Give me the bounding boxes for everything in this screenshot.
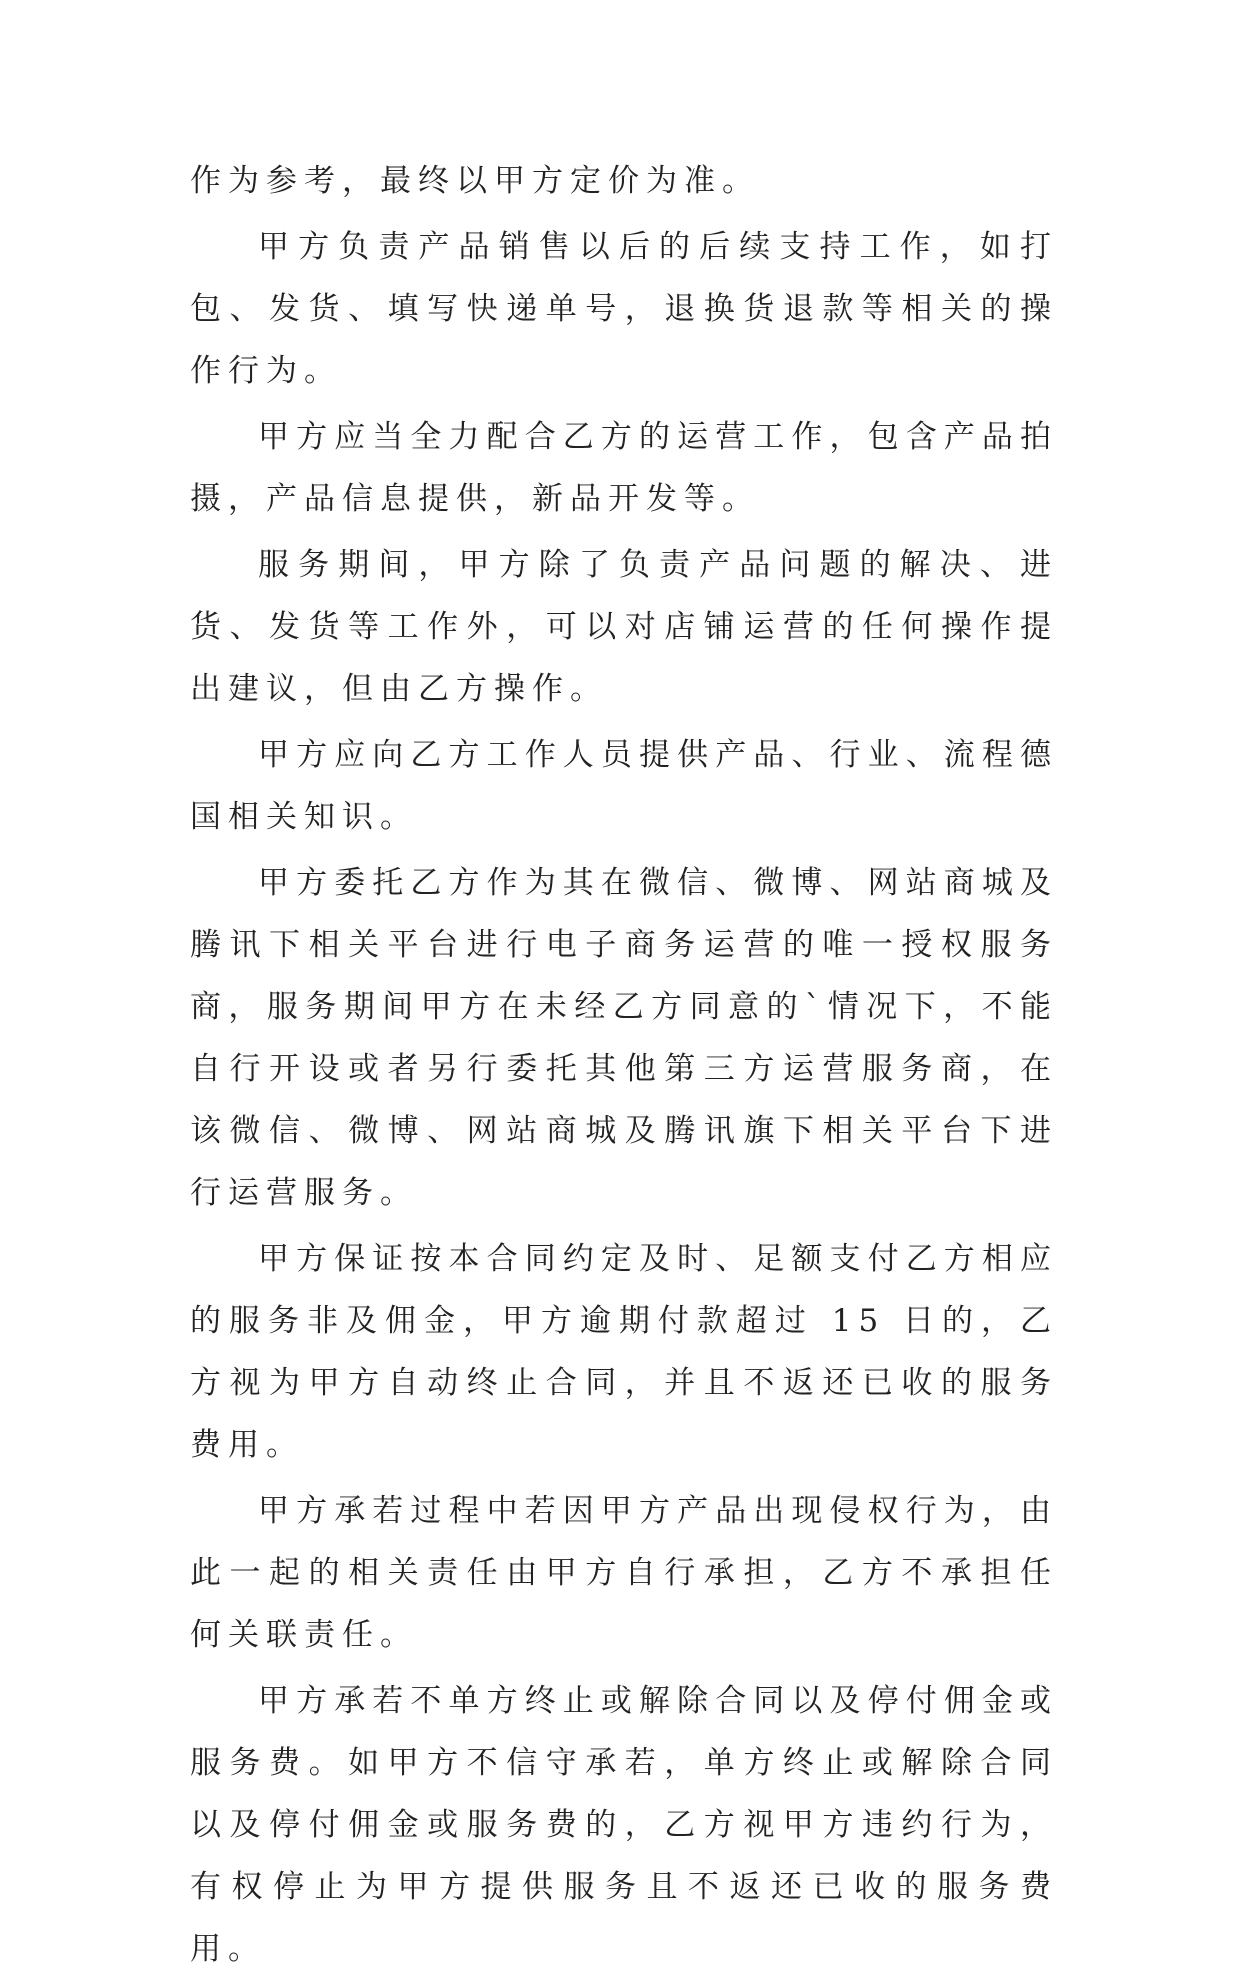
paragraph: 甲方负责产品销售以后的后续支持工作，如打包、发货、填写快递单号，退换货退款等相关的操作行为。 xyxy=(190,229,1058,389)
paragraph: 甲方委托乙方作为其在微信、微博、网站商城及腾讯下相关平台进行电子商务运营的唯一授权服务商，服务期间甲方在未经乙方同意的`情况下，不能自行开设或者另行委托其他第三方运营服务商，在该微信、微博、网站商城及腾讯旗下相关平台下进行运营服务。 xyxy=(190,865,1058,1211)
paragraph: 甲方保证按本合同约定及时、足额支付乙方相应的服务非及佣金，甲方逾期付款超过 15 日的，乙方视为甲方自动终止合同，并且不返还已收的服务费用。 xyxy=(190,1241,1058,1463)
document-body xyxy=(190,150,1058,1984)
paragraph: 甲方应当全力配合乙方的运营工作，包含产品拍摄，产品信息提供，新品开发等。 xyxy=(190,419,1058,517)
paragraph: 甲方承若不单方终止或解除合同以及停付佣金或服务费。如甲方不信守承若，单方终止或解除合同以及停付佣金或服务费的，乙方视甲方违约行为，有权停止为甲方提供服务且不返还已收的服务费用。 xyxy=(190,1683,1058,1967)
paragraph: 作为参考，最终以甲方定价为准。 xyxy=(190,163,760,199)
paragraph: 甲方应向乙方工作人员提供产品、行业、流程德国相关知识。 xyxy=(190,737,1058,835)
paragraph: 甲方承若过程中若因甲方产品出现侵权行为，由此一起的相关责任由甲方自行承担，乙方不承担任何关联责任。 xyxy=(190,1493,1058,1653)
paragraph: 服务期间，甲方除了负责产品问题的解决、进货、发货等工作外，可以对店铺运营的任何操作提出建议，但由乙方操作。 xyxy=(190,547,1058,707)
